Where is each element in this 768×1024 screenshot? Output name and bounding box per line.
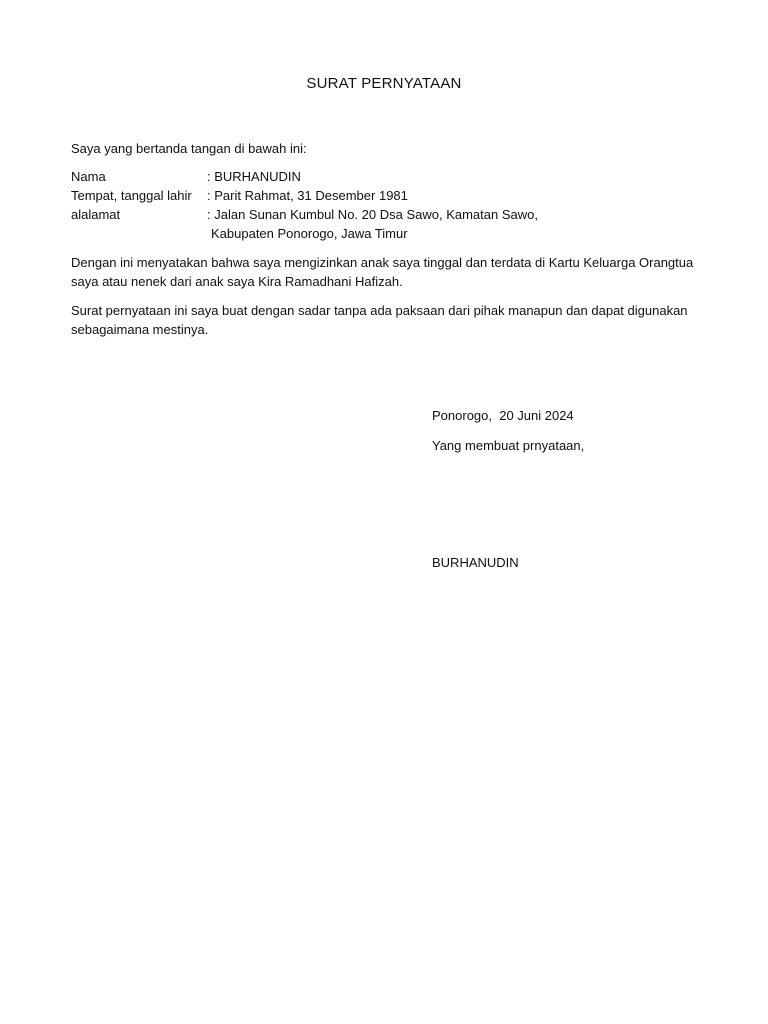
statement-paragraph: Dengan ini menyatakan bahwa saya mengizinkan anak saya tinggal dan terdata di Kartu Keluarga Orangtua saya atau nenek dari anak saya Kira Ramadhani Hafizah. xyxy=(71,255,694,289)
document-title: SURAT PERNYATAAN xyxy=(306,75,462,92)
identity-fields xyxy=(71,167,711,243)
field-row-name xyxy=(71,167,711,186)
address-value-line2: Kabupaten Ponorogo, Jawa Timur xyxy=(211,226,408,241)
intro-text: Saya yang bertanda tangan di bawah ini: xyxy=(71,141,307,156)
name-value: : BURHANUDIN xyxy=(207,169,301,184)
name-label: Nama xyxy=(71,169,106,184)
signature-place-date: Ponorogo, 20 Juni 2024 xyxy=(432,408,574,423)
signature-role: Yang membuat prnyataan, xyxy=(432,438,585,453)
birth-label: Tempat, tanggal lahir xyxy=(71,188,192,203)
field-row-address xyxy=(71,205,711,224)
birth-value: : Parit Rahmat, 31 Desember 1981 xyxy=(207,188,408,203)
address-label: alalamat xyxy=(71,207,121,222)
closing-paragraph: Surat pernyataan ini saya buat dengan sadar tanpa ada paksaan dari pihak manapun dan dapat digunakan sebagaimana mestinya. xyxy=(71,303,688,337)
address-value-line1: : Jalan Sunan Kumbul No. 20 Dsa Sawo, Kamatan Sawo, xyxy=(207,207,538,222)
signature-name: BURHANUDIN xyxy=(432,555,519,570)
field-row-birth xyxy=(71,186,711,205)
